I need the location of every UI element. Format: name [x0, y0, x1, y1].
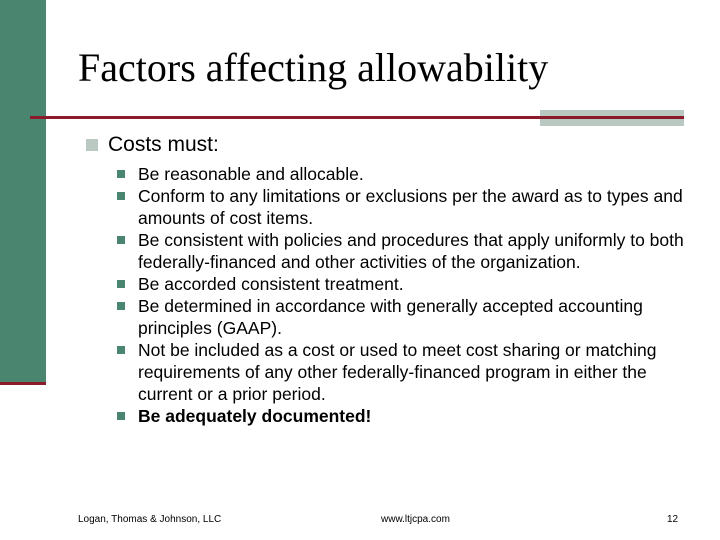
list-item: Be determined in accordance with generally accepted accounting principles (GAAP).: [117, 295, 692, 339]
bullet-square-icon: [117, 302, 125, 310]
slide-title: Factors affecting allowability: [78, 45, 549, 90]
list-item: Be accorded consistent treatment.: [117, 273, 692, 295]
left-accent-bar: [0, 0, 46, 382]
bullet-square-icon: [117, 346, 125, 354]
footer-company: Logan, Thomas & Johnson, LLC: [78, 514, 222, 525]
list-item: Be adequately documented!: [117, 405, 692, 427]
footer-website: www.ltjcpa.com: [381, 514, 450, 525]
bullet-square-icon: [86, 139, 98, 151]
bullet-square-icon: [117, 236, 125, 244]
bullet-square-icon: [117, 412, 125, 420]
list-item: Conform to any limitations or exclusions per the award as to types and amounts of cost items.: [117, 185, 692, 229]
left-accent-bar-red: [0, 382, 46, 385]
bullet-square-icon: [117, 192, 125, 200]
main-point-text: Costs must:: [108, 133, 219, 156]
title-rule: [30, 116, 684, 119]
list-item: Be reasonable and allocable.: [117, 163, 692, 185]
footer-page-number: 12: [667, 514, 679, 525]
bullet-square-icon: [117, 170, 125, 178]
list-item: Be consistent with policies and procedures that apply uniformly to both federally-financed and other activities of the organization.: [117, 229, 692, 273]
list-item: Not be included as a cost or used to meet cost sharing or matching requirements of any other federally-financed program in either the current or a prior period.: [117, 339, 692, 405]
requirements-list: [117, 163, 692, 427]
bullet-square-icon: [117, 280, 125, 288]
main-point: [86, 133, 219, 157]
